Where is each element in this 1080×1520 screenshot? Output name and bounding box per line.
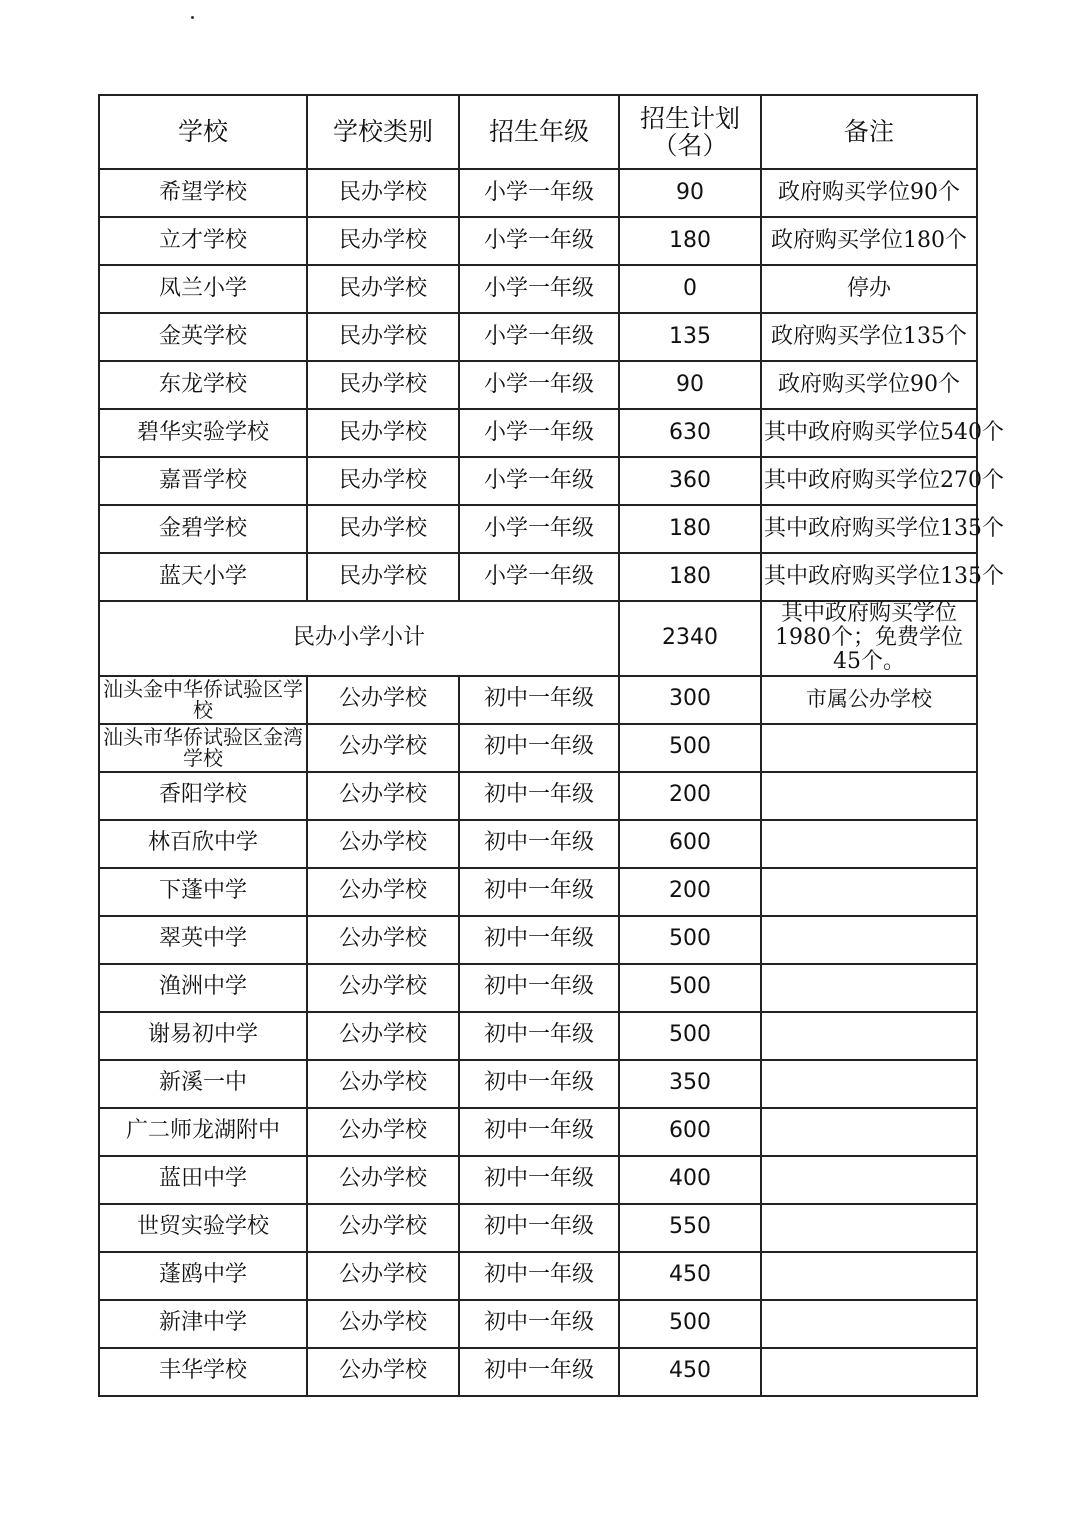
cell-grade: 小学一年级 [459,313,619,361]
cell-note [761,1348,977,1396]
scan-speck [191,16,194,19]
cell-school: 嘉晋学校 [99,457,307,505]
cell-school: 金英学校 [99,313,307,361]
table-row [99,169,977,217]
cell-type: 公办学校 [307,868,459,916]
cell-type: 公办学校 [307,1108,459,1156]
cell-note [761,724,977,772]
cell-type: 公办学校 [307,1348,459,1396]
cell-note: 其中政府购买学位135个 [761,553,977,601]
cell-school: 丰华学校 [99,1348,307,1396]
header-row [99,95,977,169]
header-grade: 招生年级 [459,95,619,169]
header-plan-line1: 招生计划 [639,103,740,133]
cell-grade: 初中一年级 [459,1012,619,1060]
cell-note: 其中政府购买学位270个 [761,457,977,505]
table-row [99,1348,977,1396]
cell-grade: 初中一年级 [459,1252,619,1300]
header-note: 备注 [761,95,977,169]
cell-grade: 初中一年级 [459,820,619,868]
table-row [99,457,977,505]
cell-note [761,1300,977,1348]
cell-type: 公办学校 [307,820,459,868]
cell-grade: 初中一年级 [459,676,619,724]
cell-note: 政府购买学位180个 [761,217,977,265]
table-row [99,772,977,820]
cell-note [761,964,977,1012]
cell-note [761,820,977,868]
table-row [99,217,977,265]
cell-type: 公办学校 [307,772,459,820]
cell-note: 其中政府购买学位540个 [761,409,977,457]
table-row [99,964,977,1012]
cell-plan: 630 [619,409,761,457]
cell-plan: 360 [619,457,761,505]
cell-type: 公办学校 [307,1156,459,1204]
cell-grade: 初中一年级 [459,916,619,964]
cell-grade: 初中一年级 [459,772,619,820]
cell-type: 公办学校 [307,1012,459,1060]
cell-grade: 小学一年级 [459,505,619,553]
cell-plan: 500 [619,964,761,1012]
cell-grade: 小学一年级 [459,361,619,409]
cell-grade: 初中一年级 [459,964,619,1012]
header-school: 学校 [99,95,307,169]
cell-note [761,1108,977,1156]
table-row [99,505,977,553]
cell-plan: 400 [619,1156,761,1204]
subtotal-note-line1: 其中政府购买学位 [780,601,957,626]
table-row [99,1252,977,1300]
cell-grade: 小学一年级 [459,169,619,217]
cell-plan: 450 [619,1252,761,1300]
cell-note: 市属公办学校 [761,676,977,724]
cell-note: 停办 [761,265,977,313]
cell-plan: 180 [619,553,761,601]
cell-type: 公办学校 [307,1060,459,1108]
cell-grade: 初中一年级 [459,1060,619,1108]
cell-plan: 450 [619,1348,761,1396]
cell-grade: 小学一年级 [459,265,619,313]
cell-note [761,1156,977,1204]
cell-school: 香阳学校 [99,772,307,820]
cell-plan: 600 [619,820,761,868]
cell-school: 下蓬中学 [99,868,307,916]
cell-grade: 初中一年级 [459,1300,619,1348]
cell-type: 民办学校 [307,169,459,217]
subtotal-note-line2: 1980个；免费学位45个。 [775,625,963,675]
cell-type: 民办学校 [307,409,459,457]
cell-type: 公办学校 [307,916,459,964]
cell-school: 广二师龙湖附中 [99,1108,307,1156]
cell-note: 政府购买学位90个 [761,361,977,409]
table-row [99,1108,977,1156]
cell-school: 林百欣中学 [99,820,307,868]
cell-plan: 500 [619,724,761,772]
cell-type: 民办学校 [307,313,459,361]
cell-school: 立才学校 [99,217,307,265]
header-plan [619,95,761,169]
table-row [99,1012,977,1060]
cell-school: 翠英中学 [99,916,307,964]
cell-type: 民办学校 [307,361,459,409]
cell-school: 金碧学校 [99,505,307,553]
cell-grade: 小学一年级 [459,457,619,505]
cell-type: 民办学校 [307,505,459,553]
cell-plan: 200 [619,772,761,820]
cell-type: 公办学校 [307,676,459,724]
cell-type: 公办学校 [307,1204,459,1252]
cell-school: 蓝天小学 [99,553,307,601]
cell-type: 民办学校 [307,553,459,601]
cell-note [761,1204,977,1252]
cell-note [761,1012,977,1060]
cell-note: 政府购买学位135个 [761,313,977,361]
header-type: 学校类别 [307,95,459,169]
cell-note [761,1060,977,1108]
cell-plan: 90 [619,169,761,217]
header-plan-line2: （名） [652,131,728,160]
cell-school: 渔洲中学 [99,964,307,1012]
table-row [99,409,977,457]
cell-type: 公办学校 [307,964,459,1012]
table-row [99,1156,977,1204]
cell-grade: 初中一年级 [459,1348,619,1396]
cell-plan: 500 [619,1300,761,1348]
cell-plan: 90 [619,361,761,409]
table-row [99,313,977,361]
cell-plan: 350 [619,1060,761,1108]
cell-type: 民办学校 [307,217,459,265]
cell-grade: 小学一年级 [459,553,619,601]
cell-grade: 小学一年级 [459,409,619,457]
cell-note: 其中政府购买学位135个 [761,505,977,553]
cell-type: 民办学校 [307,457,459,505]
subtotal-row [99,601,977,676]
cell-school: 碧华实验学校 [99,409,307,457]
cell-plan: 135 [619,313,761,361]
cell-plan: 500 [619,916,761,964]
enrollment-table [98,94,1004,1397]
cell-school: 汕头市华侨试验区金湾学校 [99,724,307,772]
cell-plan: 500 [619,1012,761,1060]
subtotal-note [761,601,977,676]
cell-school: 新津中学 [99,1300,307,1348]
cell-note [761,916,977,964]
cell-plan: 600 [619,1108,761,1156]
subtotal-label: 民办小学小计 [99,601,619,676]
cell-school: 东龙学校 [99,361,307,409]
table-row [99,553,977,601]
cell-school: 蓝田中学 [99,1156,307,1204]
cell-school: 世贸实验学校 [99,1204,307,1252]
cell-note: 政府购买学位90个 [761,169,977,217]
cell-grade: 初中一年级 [459,1108,619,1156]
table-row [99,1060,977,1108]
table-row [99,916,977,964]
cell-note [761,772,977,820]
cell-plan: 180 [619,505,761,553]
cell-type: 公办学校 [307,724,459,772]
table-row [99,724,977,772]
cell-plan: 0 [619,265,761,313]
subtotal-plan: 2340 [619,601,761,676]
cell-type: 公办学校 [307,1252,459,1300]
cell-school: 凤兰小学 [99,265,307,313]
cell-note [761,1252,977,1300]
cell-plan: 180 [619,217,761,265]
table-row [99,361,977,409]
cell-note [761,868,977,916]
cell-grade: 初中一年级 [459,1204,619,1252]
table-row [99,820,977,868]
table-row [99,1204,977,1252]
cell-school: 汕头金中华侨试验区学校 [99,676,307,724]
cell-grade: 初中一年级 [459,868,619,916]
cell-type: 公办学校 [307,1300,459,1348]
cell-school: 新溪一中 [99,1060,307,1108]
table-row [99,868,977,916]
cell-school: 希望学校 [99,169,307,217]
table-row [99,265,977,313]
cell-school: 谢易初中学 [99,1012,307,1060]
cell-grade: 小学一年级 [459,217,619,265]
cell-plan: 300 [619,676,761,724]
cell-plan: 200 [619,868,761,916]
table-row [99,1300,977,1348]
cell-plan: 550 [619,1204,761,1252]
cell-type: 民办学校 [307,265,459,313]
cell-grade: 初中一年级 [459,1156,619,1204]
cell-grade: 初中一年级 [459,724,619,772]
table-row [99,676,977,724]
cell-school: 蓬鸥中学 [99,1252,307,1300]
